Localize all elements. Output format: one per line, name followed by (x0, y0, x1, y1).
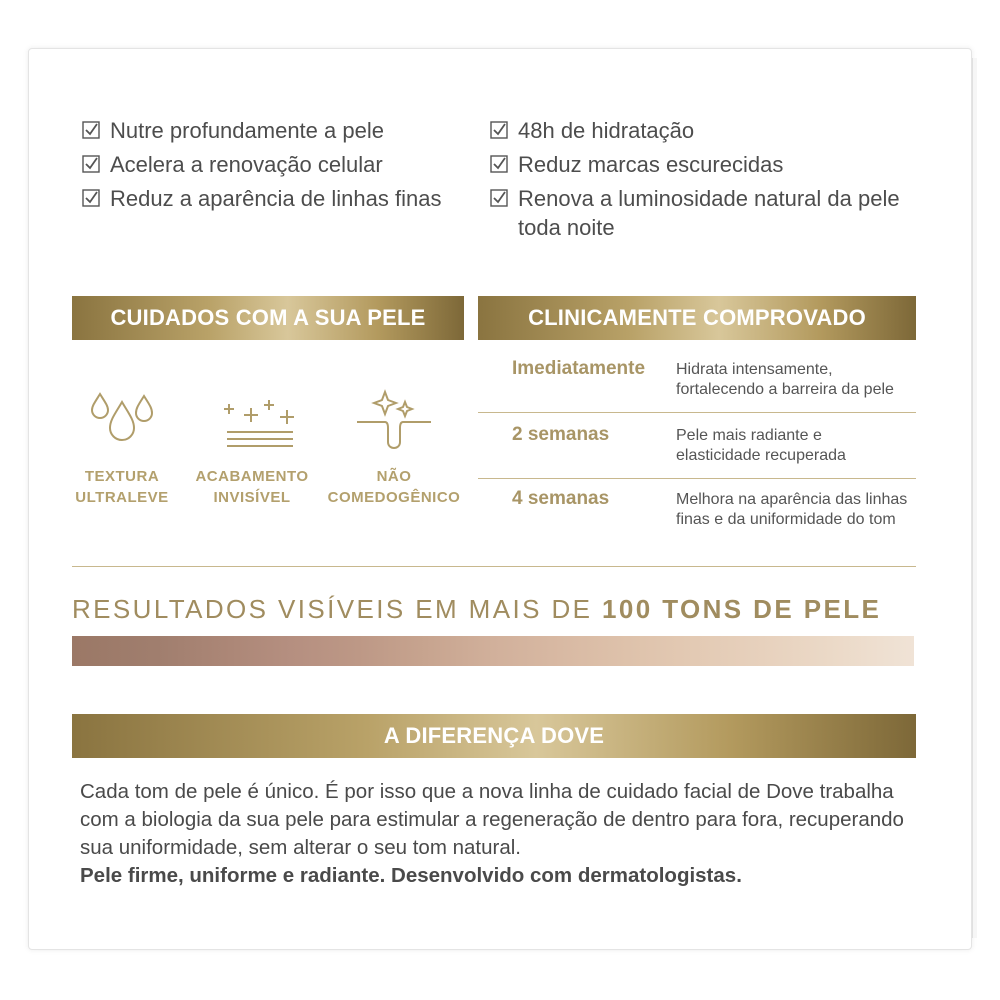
benefits-list-right (490, 116, 910, 247)
benefit-text: Acelera a renovação celular (110, 152, 383, 177)
clinical-time: 2 semanas (512, 424, 610, 445)
clinical-description (676, 490, 926, 530)
sparkle-pore-icon (349, 388, 439, 454)
checkbox-check-icon (490, 121, 508, 139)
checkbox-check-icon (490, 155, 508, 173)
care-label-line: COMEDOGÊNICO (327, 489, 461, 506)
benefit-item (490, 150, 910, 179)
benefit-text: Renova a luminosidade natural da pele toda noite (518, 186, 900, 240)
clinical-time: 4 semanas (512, 488, 610, 509)
clinical-time: Imediatamente (512, 358, 646, 379)
skin-tone-gradient (72, 636, 914, 666)
checkbox-check-icon (490, 189, 508, 207)
benefit-item (490, 184, 910, 242)
results-title-bold: 100 TONS DE PELE (601, 594, 882, 624)
care-label-line: NÃO (376, 468, 412, 485)
care-label-line: ACABAMENTO (195, 468, 309, 485)
benefit-text: Reduz a aparência de linhas finas (110, 186, 442, 211)
benefit-item (82, 184, 462, 213)
care-section-header: CUIDADOS COM A SUA PELE (72, 296, 464, 340)
package-flap (972, 58, 977, 938)
checkbox-check-icon (82, 189, 100, 207)
difference-paragraph: Cada tom de pele é único. É por isso que a nova linha de cuidado facial de Dove trabalha com a biologia da sua pele para estimular a regeneração de dentro para fora, recuperando sua uniformidade, sem alterar o seu tom natural. (80, 780, 904, 859)
benefit-text: Nutre profundamente a pele (110, 118, 384, 143)
clinical-description (676, 360, 926, 400)
care-label-line: ULTRALEVE (75, 489, 169, 506)
care-label-line: TEXTURA (84, 468, 160, 485)
divider (478, 478, 916, 479)
benefit-item (82, 116, 462, 145)
care-item-noncomedogenic (324, 388, 464, 508)
clinical-description-line: elasticidade recuperada (676, 447, 846, 464)
divider (478, 412, 916, 413)
checkbox-check-icon (82, 155, 100, 173)
difference-section-header: A DIFERENÇA DOVE (72, 714, 916, 758)
plus-layers-icon (207, 388, 297, 454)
clinical-description-line: Melhora na aparência das linhas (676, 491, 908, 508)
results-title-prefix: RESULTADOS VISÍVEIS EM MAIS DE (72, 594, 602, 624)
benefit-item (490, 116, 910, 145)
section-divider (72, 566, 916, 567)
care-label-line: INVISÍVEL (213, 489, 291, 506)
clinical-description (676, 426, 926, 466)
clinical-description-line: finas e da uniformidade do tom (676, 511, 896, 528)
benefits-list-left (82, 116, 462, 218)
benefit-text: Reduz marcas escurecidas (518, 152, 784, 177)
clinical-section-header: CLINICAMENTE COMPROVADO (478, 296, 916, 340)
results-title (72, 594, 932, 625)
checkbox-check-icon (82, 121, 100, 139)
care-item-finish (182, 388, 322, 508)
droplets-icon (82, 388, 162, 454)
benefit-item (82, 150, 462, 179)
difference-bold-claim: Pele firme, uniforme e radiante. Desenvolvido com dermatologistas. (80, 864, 742, 887)
clinical-description-line: Hidrata intensamente, (676, 361, 833, 378)
difference-body (80, 778, 920, 890)
clinical-description-line: Pele mais radiante e (676, 427, 822, 444)
care-item-texture (52, 388, 192, 508)
clinical-description-line: fortalecendo a barreira da pele (676, 381, 894, 398)
benefit-text: 48h de hidratação (518, 118, 695, 143)
